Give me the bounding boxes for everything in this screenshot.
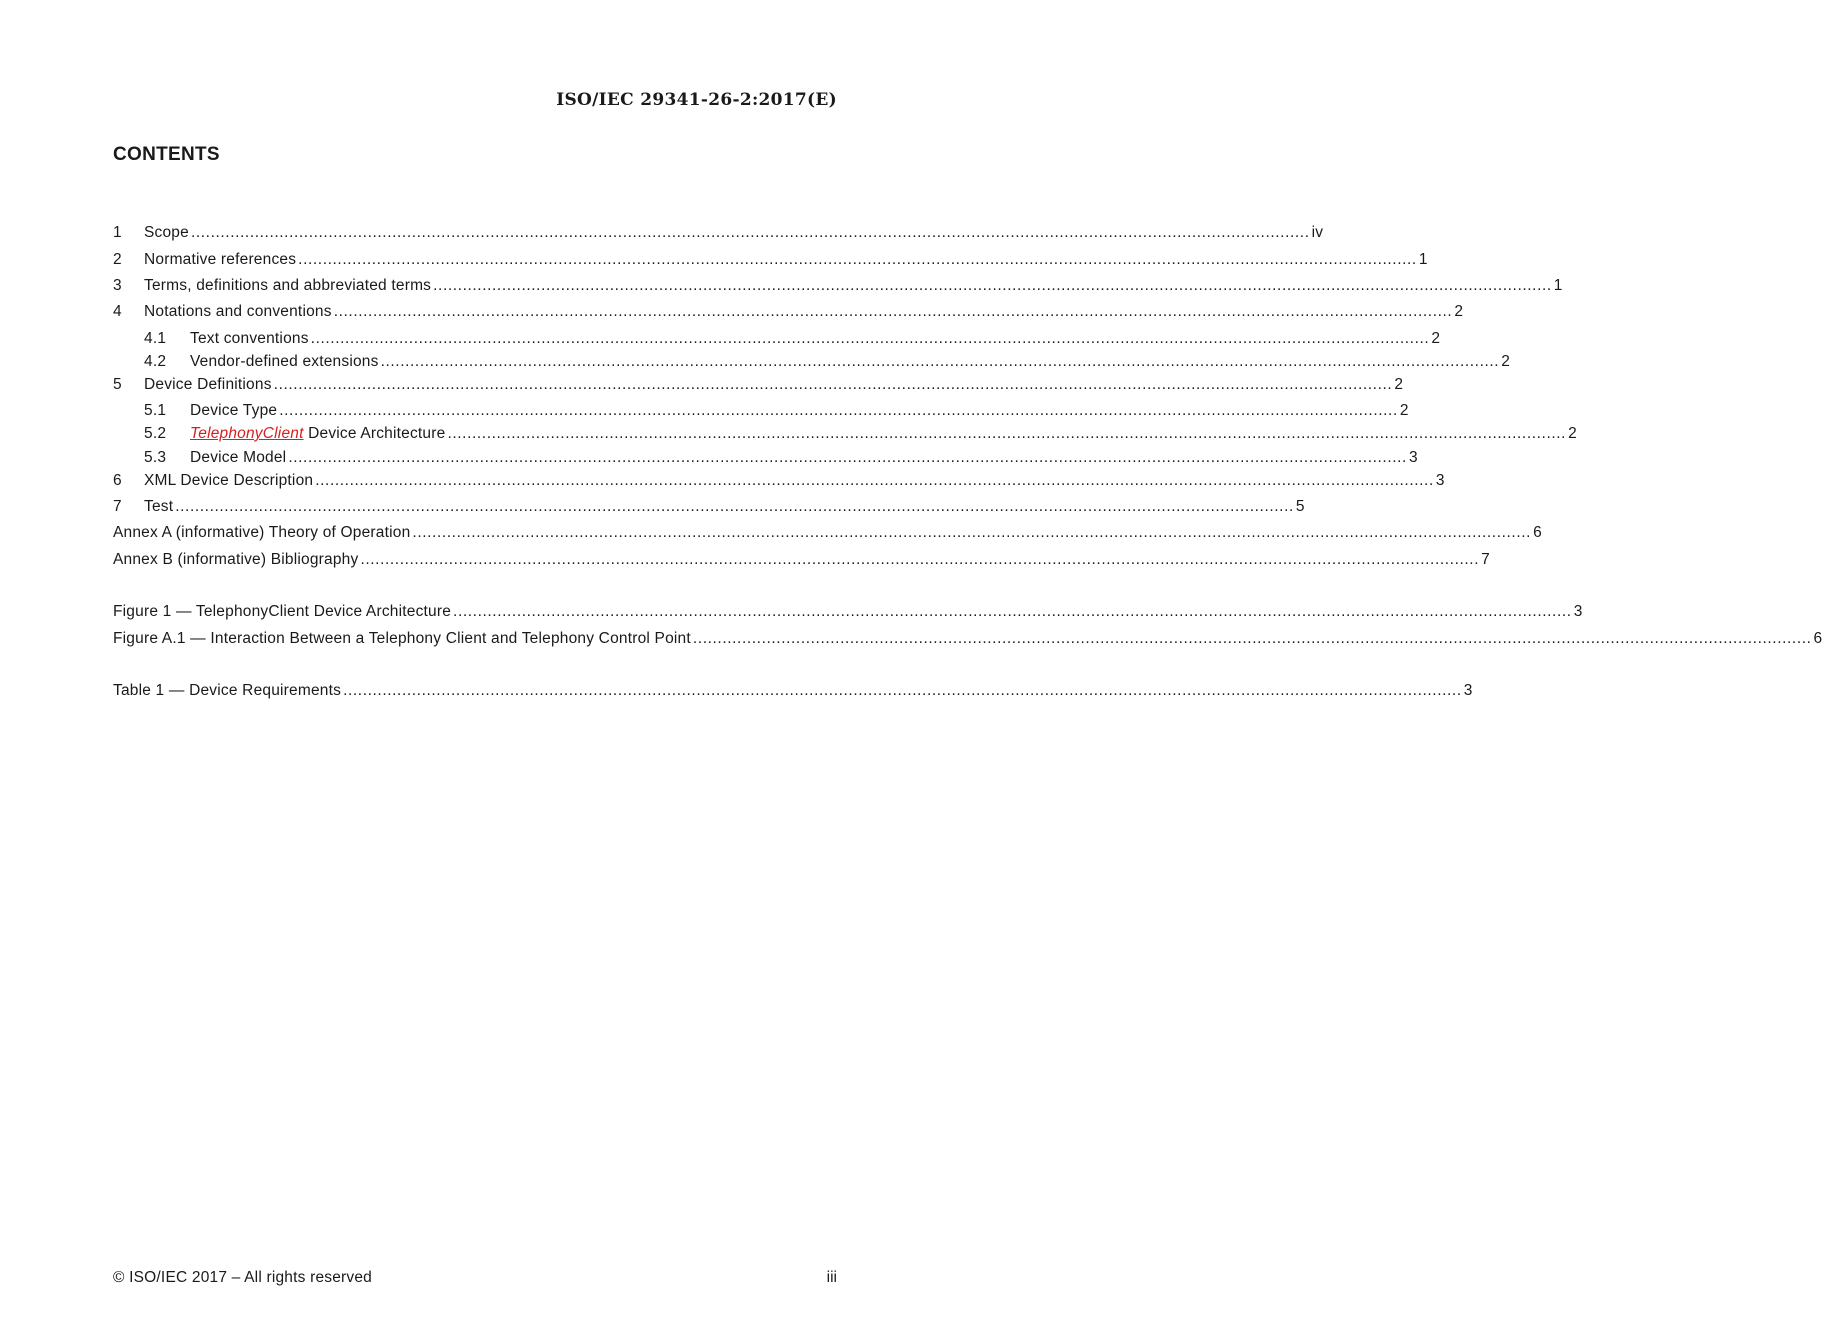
toc-page: 1: [1553, 277, 1563, 294]
toc-title: Device Model: [190, 449, 287, 466]
toc-entry-annex-b[interactable]: [113, 551, 1490, 571]
toc-page: 7: [1481, 551, 1490, 568]
toc-entry-test[interactable]: [113, 498, 1305, 518]
toc-leader: ....................................................................................................................................................................................................................................: [453, 603, 1572, 620]
toc-leader: ....................................................................................................................................................................................................................................: [360, 551, 1480, 568]
toc-page: 5: [1295, 498, 1305, 515]
toc-title: Terms, definitions and abbreviated terms: [144, 277, 432, 294]
toc-leader: ....................................................................................................................................................................................................................................: [433, 277, 1552, 294]
toc-leader: ....................................................................................................................................................................................................................................: [190, 224, 1310, 241]
toc-leader: ....................................................................................................................................................................................................................................: [273, 376, 1393, 393]
toc-page: 2: [1399, 402, 1409, 419]
toc-leader: ....................................................................................................................................................................................................................................: [175, 498, 1294, 515]
toc-entry-terms[interactable]: [113, 277, 1563, 297]
toc-title: Device Type: [190, 402, 278, 419]
toc-leader: ....................................................................................................................................................................................................................................: [692, 630, 1812, 647]
toc-leader: ....................................................................................................................................................................................................................................: [412, 524, 1532, 541]
toc-number: 1: [113, 224, 122, 241]
toc-page: 6: [1813, 630, 1822, 647]
toc-entry-device-type[interactable]: [144, 402, 1409, 422]
toc-page: 3: [1408, 449, 1418, 466]
toc-number: 5.3: [144, 449, 167, 466]
toc-leader: ....................................................................................................................................................................................................................................: [298, 251, 1417, 268]
toc-title: Figure 1 — TelephonyClient Device Architecture: [113, 603, 452, 620]
copyright-notice: © ISO/IEC 2017 – All rights reserved: [113, 1269, 372, 1286]
toc-entry-annex-a[interactable]: [113, 524, 1542, 544]
toc-entry-vendor-extensions[interactable]: [144, 353, 1511, 373]
toc-title: Normative references: [144, 251, 297, 268]
toc-entry-device-architecture[interactable]: [144, 425, 1577, 445]
toc-title: Figure A.1 — Interaction Between a Telephony Client and Telephony Control Point: [113, 630, 691, 647]
toc-leader: ....................................................................................................................................................................................................................................: [447, 425, 1567, 442]
toc-number: 7: [113, 498, 122, 515]
toc-entry-normative-references[interactable]: [113, 251, 1428, 271]
toc-page: 2: [1501, 353, 1511, 370]
toc-number: 6: [113, 472, 122, 489]
toc-number: 5.1: [144, 402, 167, 419]
toc-page: 6: [1533, 524, 1542, 541]
toc-leader: ....................................................................................................................................................................................................................................: [279, 402, 1398, 419]
toc-title: Vendor-defined extensions: [190, 353, 379, 370]
toc-entry-figure-1[interactable]: [113, 603, 1583, 623]
toc-title: Text conventions: [190, 330, 309, 347]
toc-title: Annex A (informative) Theory of Operation: [113, 524, 411, 541]
toc-number: 4.1: [144, 330, 167, 347]
toc-leader: ....................................................................................................................................................................................................................................: [310, 330, 1430, 347]
toc-number: 2: [113, 251, 122, 268]
toc-page: 3: [1573, 603, 1583, 620]
toc-page: 2: [1394, 376, 1404, 393]
toc-title: Scope: [144, 224, 189, 241]
toc-page: 2: [1568, 425, 1577, 442]
toc-leader: ....................................................................................................................................................................................................................................: [380, 353, 1500, 370]
toc-page: 2: [1431, 330, 1441, 347]
contents-heading: CONTENTS: [113, 144, 220, 165]
toc-page: 2: [1454, 303, 1464, 320]
toc-page: 3: [1463, 682, 1473, 699]
toc-number: 4: [113, 303, 122, 320]
toc-number: 4.2: [144, 353, 167, 370]
toc-entry-text-conventions[interactable]: [144, 330, 1441, 350]
toc-title: XML Device Description: [144, 472, 314, 489]
toc-leader: ....................................................................................................................................................................................................................................: [343, 682, 1462, 699]
toc-number: 5.2: [144, 425, 167, 442]
toc-title: [190, 425, 445, 443]
toc-title: Annex B (informative) Bibliography: [113, 551, 359, 568]
toc-title: Notations and conventions: [144, 303, 332, 320]
toc-leader: ....................................................................................................................................................................................................................................: [333, 303, 1453, 320]
toc-entry-device-definitions[interactable]: [113, 376, 1404, 396]
toc-page: 3: [1435, 472, 1445, 489]
toc-title: Device Definitions: [144, 376, 272, 393]
toc-title-rest: Device Architecture: [303, 425, 446, 442]
toc-entry-device-model[interactable]: [144, 449, 1418, 469]
toc-leader: ....................................................................................................................................................................................................................................: [288, 449, 1407, 466]
toc-entry-notations[interactable]: [113, 303, 1464, 323]
toc-entry-table-1[interactable]: [113, 682, 1473, 702]
telephonyclient-link[interactable]: TelephonyClient: [190, 425, 304, 442]
toc-entry-figure-a1[interactable]: [113, 630, 1822, 650]
toc-entry-scope[interactable]: [113, 224, 1324, 244]
toc-title: Table 1 — Device Requirements: [113, 682, 342, 699]
toc-page: iv: [1311, 224, 1324, 241]
page-number: iii: [826, 1269, 837, 1286]
toc-title: Test: [144, 498, 174, 515]
toc-number: 5: [113, 376, 122, 393]
toc-leader: ....................................................................................................................................................................................................................................: [315, 472, 1434, 489]
toc-page: 1: [1418, 251, 1428, 268]
document-id: ISO/IEC 29341-26-2:2017(E): [556, 90, 837, 110]
toc-entry-xml-device-description[interactable]: [113, 472, 1445, 492]
toc-number: 3: [113, 277, 122, 294]
